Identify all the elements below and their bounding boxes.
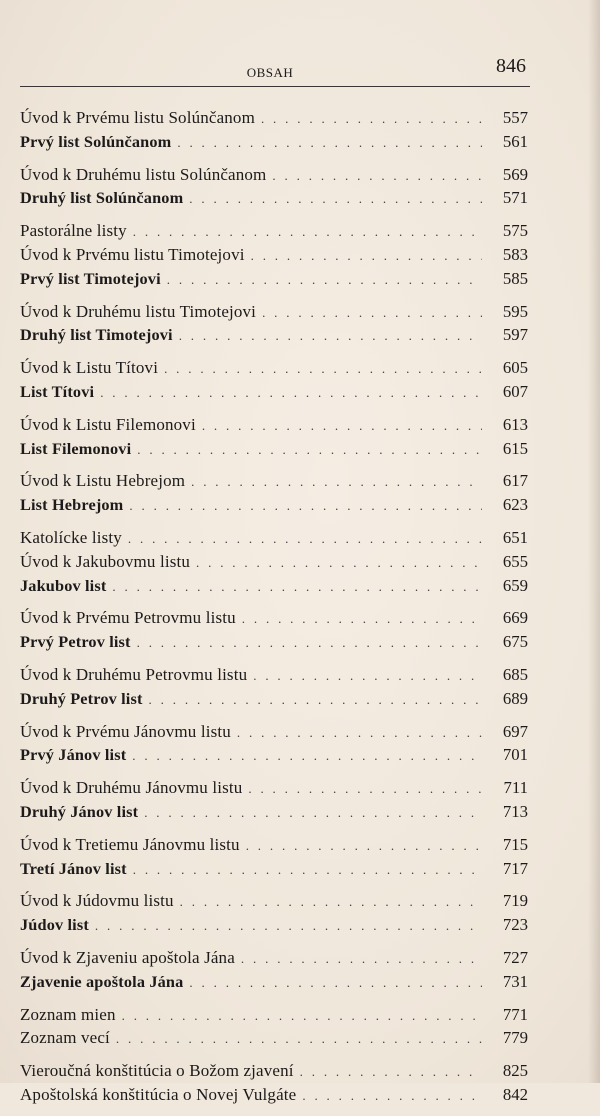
- page-edge-shadow: [588, 0, 600, 1083]
- toc-entry-title: Úvod k Prvému listu Solúnčanom: [20, 108, 255, 127]
- toc-entry-page: 571: [502, 188, 528, 208]
- toc-entry: [20, 857, 528, 881]
- toc-group: [20, 356, 528, 404]
- toc-entry-title: Júdov list: [20, 915, 89, 935]
- toc-entry-page: 717: [502, 858, 528, 878]
- toc-group: [20, 720, 528, 768]
- toc-entry-page: 697: [502, 721, 528, 741]
- toc-entry: [20, 219, 528, 243]
- toc-entry: [20, 630, 528, 654]
- toc-entry: [20, 163, 528, 187]
- toc-entry-title: List Títovi: [20, 381, 95, 401]
- toc-group: [20, 219, 528, 290]
- dot-leader: [189, 187, 482, 211]
- toc-entry: [20, 606, 528, 630]
- dot-leader: [261, 107, 482, 131]
- toc-entry-page: 731: [502, 971, 528, 991]
- toc-entry-page: 711: [503, 778, 528, 798]
- toc-entry: [20, 130, 528, 154]
- toc-entry-page: 689: [502, 688, 528, 708]
- toc-group: [20, 833, 528, 881]
- toc-entry: [20, 1083, 528, 1107]
- toc-entry: [20, 186, 528, 210]
- toc-entry-title: Úvod k Listu Hebrejom: [20, 471, 186, 491]
- page-number: 846: [496, 55, 526, 77]
- toc-entry-title: Úvod k Zjaveniu apoštola Jána: [20, 947, 235, 967]
- toc-entry-title: Úvod k Prvému Jánovmu listu: [20, 721, 231, 741]
- toc-entry-page: 685: [502, 664, 528, 684]
- toc-entry: [20, 469, 528, 493]
- dot-leader: [95, 914, 482, 938]
- toc-entry: [20, 663, 528, 687]
- dot-leader: [133, 220, 482, 244]
- toc-entry-title: Úvod k Prvému listu Timotejovi: [20, 244, 245, 264]
- toc-group: [20, 413, 528, 461]
- toc-entry: [20, 106, 528, 130]
- toc-entry-page: 575: [502, 221, 528, 241]
- dot-leader: [129, 494, 482, 518]
- toc-entry-page: 651: [502, 527, 528, 547]
- toc-entry-title: Prvý Petrov list: [20, 632, 131, 652]
- toc-entry: [20, 413, 528, 437]
- dot-leader: [262, 301, 482, 325]
- dot-leader: [180, 890, 482, 914]
- toc-entry-title: Druhý list Timotejovi: [20, 325, 173, 345]
- toc-entry: [20, 1026, 528, 1050]
- toc-entry-page: 715: [502, 834, 528, 854]
- toc-entry-title: Prvý list Timotejovi: [20, 268, 161, 288]
- dot-leader: [237, 721, 482, 745]
- toc-entry-title: Zoznam mien: [20, 1004, 116, 1024]
- toc-group: [20, 469, 528, 517]
- toc-entry-title: Prvý Jánov list: [20, 745, 127, 765]
- toc-entry-title: Druhý Jánov list: [20, 801, 139, 821]
- toc-entry: [20, 946, 528, 970]
- toc-entry: [20, 913, 528, 937]
- toc-group: [20, 946, 528, 994]
- toc-entry-page: 607: [502, 381, 528, 401]
- toc-entry-page: 723: [502, 915, 528, 935]
- dot-leader: [144, 801, 482, 825]
- toc-entry-title: Vieroučná konštitúcia o Božom zjavení: [20, 1061, 294, 1081]
- toc-group: [20, 526, 528, 597]
- table-of-contents: [20, 106, 528, 1116]
- toc-group: [20, 663, 528, 711]
- dot-leader: [189, 971, 482, 995]
- dot-leader: [246, 834, 482, 858]
- dot-leader: [100, 381, 482, 405]
- toc-entry-page: 719: [502, 891, 528, 911]
- toc-entry: [20, 550, 528, 574]
- toc-entry-page: 659: [502, 575, 528, 595]
- toc-entry: [20, 323, 528, 347]
- toc-entry-page: 561: [502, 131, 528, 151]
- toc-entry-title: List Hebrejom: [20, 495, 124, 515]
- toc-entry-page: 597: [502, 325, 528, 345]
- dot-leader: [137, 438, 482, 462]
- toc-entry-title: Zoznam vecí: [20, 1028, 110, 1048]
- toc-entry: [20, 526, 528, 550]
- toc-entry-page: 595: [502, 301, 528, 321]
- dot-leader: [272, 164, 482, 188]
- toc-entry-page: 615: [502, 438, 528, 458]
- toc-entry: [20, 356, 528, 380]
- toc-entry-page: 701: [502, 745, 528, 765]
- toc-entry-page: 583: [502, 244, 528, 264]
- dot-leader: [248, 777, 482, 801]
- dot-leader: [133, 858, 482, 882]
- toc-entry-title: Katolícke listy: [20, 527, 122, 547]
- dot-leader: [167, 268, 482, 292]
- toc-entry: [20, 720, 528, 744]
- toc-group: [20, 163, 528, 211]
- toc-entry: [20, 687, 528, 711]
- toc-entry-page: 605: [502, 358, 528, 378]
- toc-entry-title: Pastorálne listy: [20, 221, 127, 241]
- toc-entry: [20, 380, 528, 404]
- dot-leader: [196, 551, 482, 575]
- toc-entry-title: Úvod k Druhému listu Timotejovi: [20, 301, 257, 321]
- toc-entry: [20, 267, 528, 291]
- toc-entry-page: 713: [502, 801, 528, 821]
- page-header: [20, 48, 530, 87]
- toc-entry-page: 617: [502, 471, 528, 491]
- toc-entry-page: 569: [502, 164, 528, 184]
- toc-group: [20, 776, 528, 824]
- dot-leader: [122, 1004, 482, 1028]
- toc-entry: [20, 243, 528, 267]
- toc-entry: [20, 1059, 528, 1083]
- toc-entry: [20, 300, 528, 324]
- toc-entry-page: 557: [502, 108, 528, 127]
- toc-entry: [20, 833, 528, 857]
- toc-entry: [20, 574, 528, 598]
- toc-entry-title: Úvod k Tretiemu Jánovmu listu: [20, 834, 240, 854]
- running-head: OBSAH: [246, 65, 294, 80]
- toc-group: [20, 106, 528, 154]
- toc-entry-title: Druhý list Solúnčanom: [20, 188, 184, 208]
- toc-entry-title: Úvod k Druhému Petrovmu listu: [20, 664, 248, 684]
- dot-leader: [191, 470, 482, 494]
- toc-entry-title: Úvod k Jakubovmu listu: [20, 551, 190, 571]
- dot-leader: [241, 947, 482, 971]
- toc-entry-title: Druhý Petrov list: [20, 688, 143, 708]
- dot-leader: [128, 527, 482, 551]
- toc-entry-title: Tretí Jánov list: [20, 858, 127, 878]
- dot-leader: [177, 131, 482, 155]
- dot-leader: [164, 357, 482, 381]
- toc-entry: [20, 493, 528, 517]
- toc-entry-page: 655: [502, 551, 528, 571]
- toc-entry: [20, 776, 528, 800]
- toc-entry-title: Úvod k Druhému listu Solúnčanom: [20, 164, 267, 184]
- toc-entry-page: 675: [502, 632, 528, 652]
- toc-entry-title: Úvod k Júdovmu listu: [20, 891, 174, 911]
- dot-leader: [300, 1060, 482, 1084]
- toc-entry: [20, 1003, 528, 1027]
- dot-leader: [132, 744, 482, 768]
- dot-leader: [202, 414, 482, 438]
- toc-entry: [20, 800, 528, 824]
- toc-entry-title: Úvod k Prvému Petrovmu listu: [20, 608, 236, 628]
- toc-entry-title: Úvod k Listu Filemonovi: [20, 414, 196, 434]
- toc-entry-title: List Filemonovi: [20, 438, 132, 458]
- dot-leader: [179, 324, 482, 348]
- toc-group: [20, 300, 528, 348]
- dot-leader: [253, 664, 482, 688]
- toc-entry-title: Prvý list Solúnčanom: [20, 131, 172, 151]
- toc-entry-page: 727: [502, 947, 528, 967]
- dot-leader: [149, 688, 482, 712]
- toc-entry: [20, 970, 528, 994]
- dot-leader: [137, 631, 482, 655]
- dot-leader: [116, 1027, 482, 1051]
- toc-group: [20, 889, 528, 937]
- toc-entry-page: 771: [502, 1004, 528, 1024]
- toc-group: [20, 1003, 528, 1051]
- toc-entry: [20, 743, 528, 767]
- toc-entry: [20, 437, 528, 461]
- toc-entry: [20, 889, 528, 913]
- toc-entry-page: 585: [502, 268, 528, 288]
- toc-entry-page: 779: [502, 1028, 528, 1048]
- toc-entry-page: 623: [502, 495, 528, 515]
- dot-leader: [242, 607, 482, 631]
- toc-entry-title: Jakubov list: [20, 575, 107, 595]
- toc-group: [20, 606, 528, 654]
- toc-entry-title: Zjavenie apoštola Jána: [20, 971, 184, 991]
- dot-leader: [112, 575, 482, 599]
- toc-entry-page: 842: [502, 1084, 528, 1104]
- toc-entry-title: Úvod k Druhému Jánovmu listu: [20, 778, 243, 798]
- toc-entry-title: Úvod k Listu Títovi: [20, 358, 159, 378]
- dot-leader: [302, 1084, 482, 1108]
- toc-entry-page: 613: [502, 414, 528, 434]
- toc-entry-title: Apoštolská konštitúcia o Novej Vulgáte: [20, 1084, 297, 1104]
- toc-entry-page: 825: [502, 1061, 528, 1081]
- toc-entry-page: 669: [502, 608, 528, 628]
- dot-leader: [251, 244, 482, 268]
